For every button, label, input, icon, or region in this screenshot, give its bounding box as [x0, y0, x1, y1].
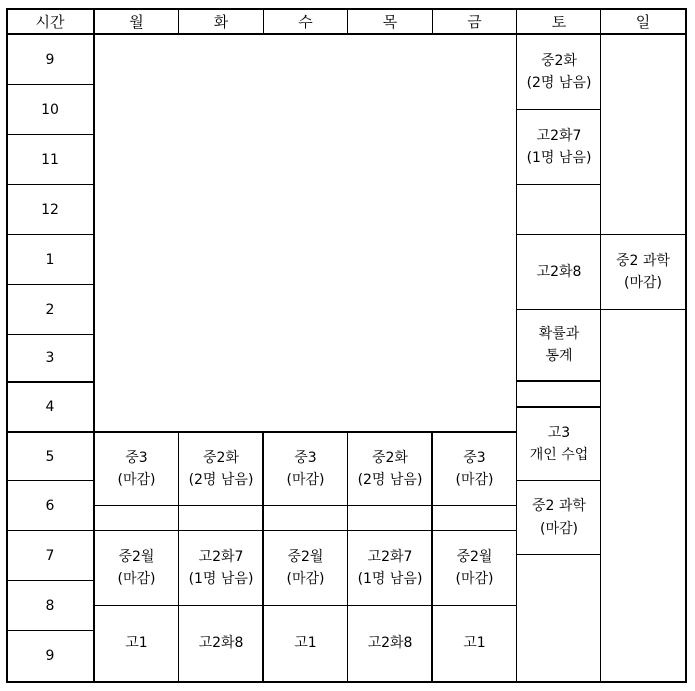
- session-thu-3: 고2화8: [367, 635, 413, 652]
- sat-row-divider: [517, 554, 600, 555]
- session-mon-1: 중3 (마감): [117, 449, 156, 488]
- weekday-col-divider: [431, 433, 433, 682]
- time-label: 11: [41, 151, 59, 168]
- session-mon-3: 고1: [125, 635, 148, 652]
- time-row-divider: [7, 84, 93, 85]
- sat-row-divider: [517, 380, 600, 382]
- time-col-divider: [93, 8, 95, 683]
- session-fri-3: 고1: [463, 635, 486, 652]
- sat-row-divider: [517, 309, 600, 310]
- session-wed-3: 고1: [294, 635, 317, 652]
- sat-row-divider: [517, 480, 600, 481]
- time-row-divider: [7, 580, 93, 581]
- header-day-thu: 목: [382, 12, 398, 31]
- time-label: 3: [45, 350, 55, 367]
- session-tue-3: 고2화8: [198, 635, 244, 652]
- weekday-block-top: [94, 431, 517, 433]
- sat-row-divider: [517, 234, 600, 235]
- session-sat-4: 확률과 통계: [538, 325, 580, 364]
- session-thu-1: 중2화 (2명 남음): [357, 449, 423, 488]
- header-day-mon: 월: [129, 12, 144, 31]
- header-col-divider: [600, 8, 601, 34]
- session-tue-2: 고2화7 (1명 남음): [188, 548, 254, 587]
- header-day-sat: 토: [551, 12, 567, 31]
- header-col-divider: [263, 8, 264, 34]
- weekday-row-divider: [95, 505, 517, 506]
- header-time: 시간: [35, 12, 65, 31]
- time-label: 6: [45, 497, 55, 514]
- time-label: 8: [45, 597, 55, 614]
- time-label: 9: [45, 647, 55, 664]
- session-sat-6: 중2 과학 (마감): [532, 498, 586, 537]
- time-row-divider: [7, 381, 93, 383]
- header-day-fri: 금: [467, 12, 482, 31]
- time-label: 4: [45, 399, 55, 416]
- session-fri-2: 중2월 (마감): [455, 548, 494, 587]
- session-wed-2: 중2월 (마감): [286, 548, 325, 587]
- sat-row-divider: [517, 406, 600, 408]
- table-border-left: [6, 8, 8, 683]
- header-day-wed: 수: [298, 12, 313, 31]
- time-label: 1: [45, 251, 55, 268]
- time-row-divider: [7, 184, 93, 185]
- header-col-divider: [432, 8, 433, 34]
- session-sun-1: 중2 과학 (마감): [616, 252, 670, 291]
- time-row-divider: [7, 431, 93, 433]
- weekday-col-divider: [347, 433, 348, 682]
- time-row-divider: [7, 334, 93, 335]
- header-col-divider: [178, 8, 179, 34]
- session-thu-2: 고2화7 (1명 남음): [357, 548, 423, 587]
- weekday-col-divider: [178, 433, 179, 682]
- time-row-divider: [7, 530, 93, 531]
- time-label: 2: [45, 301, 55, 318]
- sun-col-left-border: [600, 34, 601, 682]
- session-mon-2: 중2월 (마감): [117, 548, 156, 587]
- weekday-col-divider: [262, 433, 264, 682]
- time-label: 9: [45, 51, 55, 68]
- session-fri-1: 중3 (마감): [455, 449, 494, 488]
- sat-row-divider: [517, 184, 600, 185]
- session-wed-1: 중3 (마감): [286, 449, 325, 488]
- time-row-divider: [7, 480, 93, 481]
- session-sat-3: 고2화8: [536, 263, 582, 280]
- weekday-row-divider: [95, 530, 517, 531]
- header-col-divider: [347, 8, 348, 34]
- time-row-divider: [7, 630, 93, 631]
- sun-row-divider: [601, 309, 685, 310]
- header-day-tue: 화: [213, 12, 229, 31]
- time-label: 10: [41, 101, 59, 118]
- time-row-divider: [7, 234, 93, 235]
- time-row-divider: [7, 134, 93, 135]
- time-row-divider: [7, 284, 93, 285]
- time-label: 12: [41, 201, 59, 218]
- session-sat-1: 중2화 (2명 남음): [526, 52, 592, 91]
- time-label: 5: [45, 448, 55, 465]
- session-tue-1: 중2화 (2명 남음): [188, 449, 254, 488]
- sat-row-divider: [517, 109, 600, 110]
- time-label: 7: [45, 547, 55, 564]
- table-border-right: [685, 8, 687, 683]
- weekday-row-divider: [95, 605, 517, 606]
- header-col-divider: [516, 8, 517, 34]
- session-sat-5: 고3 개인 수업: [529, 424, 589, 463]
- sat-col-left-border: [516, 34, 517, 682]
- header-day-sun: 일: [635, 12, 651, 31]
- session-sat-2: 고2화7 (1명 남음): [526, 127, 592, 166]
- sun-row-divider: [601, 234, 685, 235]
